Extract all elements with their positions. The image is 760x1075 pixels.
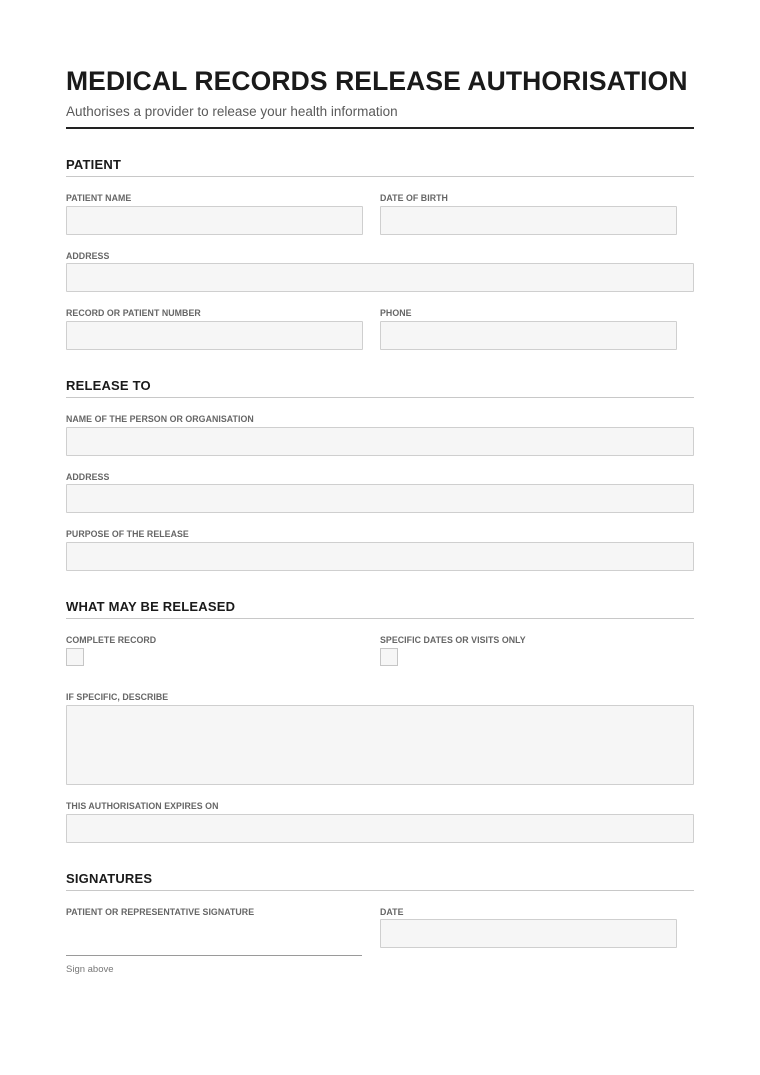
signature-date-label: DATE bbox=[380, 907, 404, 917]
signature-line[interactable] bbox=[66, 955, 362, 956]
signature-label: PATIENT OR REPRESENTATIVE SIGNATURE bbox=[66, 907, 255, 917]
signature-date-field[interactable] bbox=[380, 919, 677, 948]
form-title: MEDICAL RECORDS RELEASE AUTHORISATION bbox=[66, 66, 688, 96]
section-heading-what-released: WHAT MAY BE RELEASED bbox=[66, 599, 236, 614]
expires-field[interactable] bbox=[66, 814, 694, 843]
describe-textarea[interactable] bbox=[66, 705, 694, 785]
section-divider-patient bbox=[66, 176, 694, 177]
specific-dates-label: SPECIFIC DATES OR VISITS ONLY bbox=[380, 635, 526, 645]
title-divider bbox=[66, 127, 694, 129]
patient-name-label: PATIENT NAME bbox=[66, 193, 132, 203]
record-number-field[interactable] bbox=[66, 321, 363, 350]
recipient-address-label: ADDRESS bbox=[66, 472, 110, 482]
form-subtitle: Authorises a provider to release your health information bbox=[66, 104, 398, 119]
recipient-name-label: NAME OF THE PERSON OR ORGANISATION bbox=[66, 414, 254, 424]
section-divider-release-to bbox=[66, 397, 694, 398]
patient-name-field[interactable] bbox=[66, 206, 363, 235]
phone-field[interactable] bbox=[380, 321, 677, 350]
date-of-birth-field[interactable] bbox=[380, 206, 677, 235]
purpose-field[interactable] bbox=[66, 542, 694, 571]
recipient-name-field[interactable] bbox=[66, 427, 694, 456]
section-divider-signatures bbox=[66, 890, 694, 891]
date-of-birth-label: DATE OF BIRTH bbox=[380, 193, 448, 203]
phone-label: PHONE bbox=[380, 308, 412, 318]
patient-address-field[interactable] bbox=[66, 263, 694, 292]
specific-dates-checkbox[interactable] bbox=[380, 648, 398, 666]
section-divider-what-released bbox=[66, 618, 694, 619]
signature-hint: Sign above bbox=[66, 964, 114, 975]
section-heading-release-to: RELEASE TO bbox=[66, 378, 151, 393]
describe-label: IF SPECIFIC, DESCRIBE bbox=[66, 692, 169, 702]
expires-label: THIS AUTHORISATION EXPIRES ON bbox=[66, 801, 219, 811]
section-heading-patient: PATIENT bbox=[66, 157, 122, 172]
complete-record-checkbox[interactable] bbox=[66, 648, 84, 666]
patient-address-label: ADDRESS bbox=[66, 251, 110, 261]
recipient-address-field[interactable] bbox=[66, 484, 694, 513]
section-heading-signatures: SIGNATURES bbox=[66, 871, 153, 886]
purpose-label: PURPOSE OF THE RELEASE bbox=[66, 529, 189, 539]
complete-record-label: COMPLETE RECORD bbox=[66, 635, 157, 645]
record-number-label: RECORD OR PATIENT NUMBER bbox=[66, 308, 201, 318]
